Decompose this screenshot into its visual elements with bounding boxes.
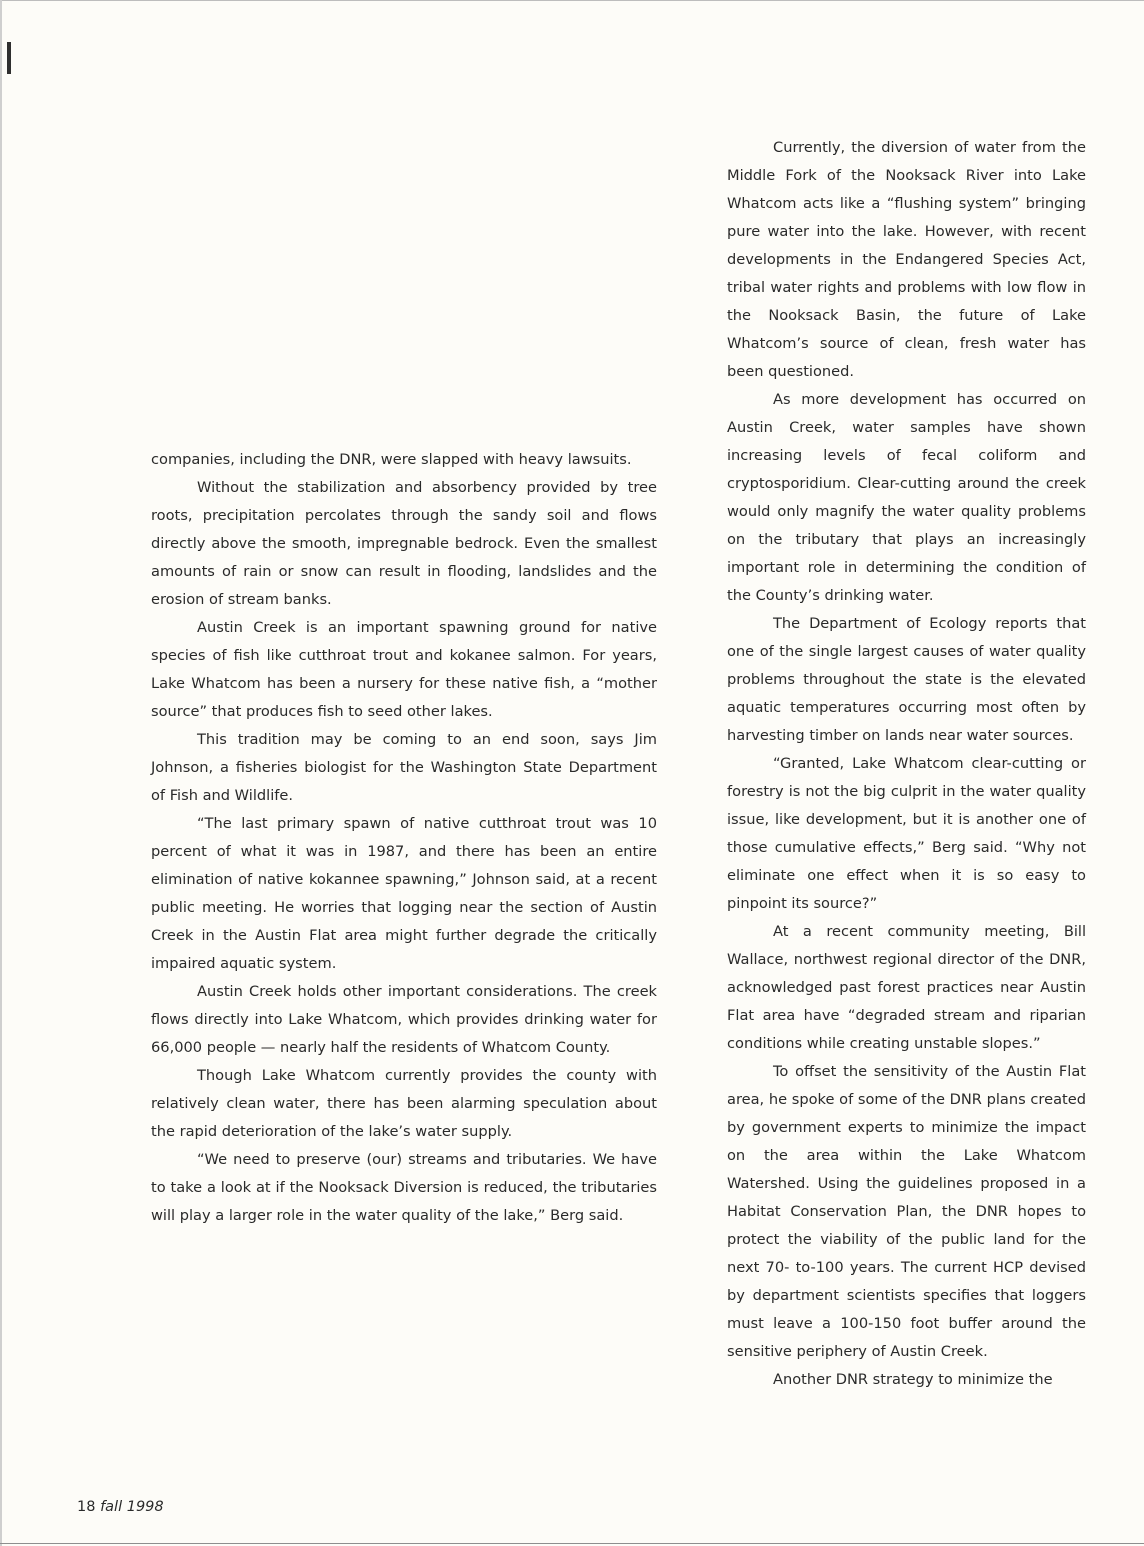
paragraph: companies, including the DNR, were slapped with heavy lawsuits. [151, 451, 632, 468]
paragraph: Currently, the diversion of water from the Middle Fork of the Nooksack River into Lake Whatcom acts like a “flushing system” bringing pure water into the lake. However, with recent developments in the Endangered Species Act, tribal water rights and problems with low flow in the Nooksack Basin, the future of Lake Whatcom’s source of clean, fresh water has been questioned. [727, 139, 1086, 380]
binding-mark [7, 42, 11, 74]
page-footer [77, 1499, 164, 1515]
paragraph: Without the stabilization and absorbency provided by tree roots, precipitation percolates through the sandy soil and flows directly above the smooth, impregnable bedrock. Even the smallest amounts of rain or snow can result in flooding, landslides and the erosion of stream banks. [151, 479, 657, 608]
paragraph: Though Lake Whatcom currently provides the county with relatively clean water, there has been alarming speculation about the rapid deterioration of the lake’s water supply. [151, 1067, 657, 1140]
paragraph: This tradition may be coming to an end soon, says Jim Johnson, a fisheries biologist for the Washington State Department of Fish and Wildlife. [151, 731, 657, 804]
issue-year: 1998 [126, 1499, 164, 1515]
paragraph: At a recent community meeting, Bill Wallace, northwest regional director of the DNR, acknowledged past forest practices near Austin Flat area have “degraded stream and riparian conditions while creating unstable slopes.” [727, 923, 1086, 1052]
paragraph: To offset the sensitivity of the Austin Flat area, he spoke of some of the DNR plans created by government experts to minimize the impact on the area within the Lake Whatcom Watershed. Using the guidelines proposed in a Habitat Conservation Plan, the DNR hopes to protect the viability of the public land for the next 70- to-100 years. The current HCP devised by department scientists specifies that loggers must leave a 100-150 foot buffer around the sensitive periphery of Austin Creek. [727, 1063, 1086, 1360]
paragraph: The Department of Ecology reports that one of the single largest causes of water quality problems throughout the state is the elevated aquatic temperatures occurring most often by harvesting timber on lands near water sources. [727, 615, 1086, 744]
paragraph: Another DNR strategy to minimize the [773, 1371, 1053, 1388]
left-page-edge [0, 0, 2, 1546]
top-edge-rule [0, 0, 1144, 1]
page-number: 18 [77, 1499, 96, 1515]
left-text-column [151, 446, 657, 1230]
right-text-column [727, 134, 1086, 1394]
paragraph: Austin Creek is an important spawning ground for native species of fish like cutthroat trout and kokanee salmon. For years, Lake Whatcom has been a nursery for these native fish, a “mother source” that produces fish to seed other lakes. [151, 619, 657, 720]
paragraph: “The last primary spawn of native cutthroat trout was 10 percent of what it was in 1987, and there has been an entire elimination of native kokannee spawning,” Johnson said, at a recent public meeting. He worries that logging near the section of Austin Creek in the Austin Flat area might further degrade the critically impaired aquatic system. [151, 815, 657, 972]
paragraph: Austin Creek holds other important considerations. The creek flows directly into Lake Whatcom, which provides drinking water for 66,000 people — nearly half the residents of Whatcom County. [151, 983, 657, 1056]
paragraph: “We need to preserve (our) streams and tributaries. We have to take a look at if the Nooksack Diversion is reduced, the tributaries will play a larger role in the water quality of the lake,” Berg said. [151, 1151, 657, 1224]
paragraph: “Granted, Lake Whatcom clear-cutting or forestry is not the big culprit in the water quality issue, like development, but it is another one of those cumulative effects,” Berg said. “Why not eliminate one effect when it is so easy to pinpoint its source?” [727, 755, 1086, 912]
bottom-edge-rule [0, 1543, 1144, 1544]
issue-season: fall [100, 1499, 123, 1515]
paragraph: As more development has occurred on Austin Creek, water samples have shown increasing levels of fecal coliform and cryptosporidium. Clear-cutting around the creek would only magnify the water quality problems on the tributary that plays an increasingly important role in determining the condition of the County’s drinking water. [727, 391, 1086, 604]
